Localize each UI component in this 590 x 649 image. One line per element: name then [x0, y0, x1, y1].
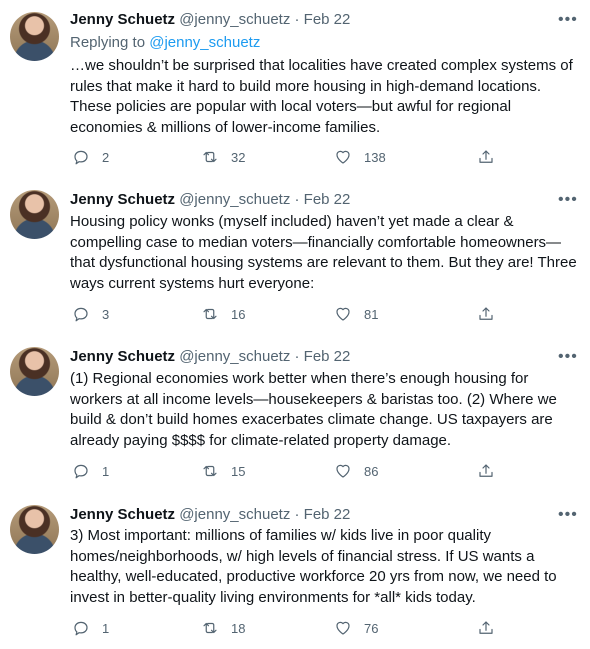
retweet-icon — [201, 462, 219, 480]
replying-to-handle[interactable]: @jenny_schuetz — [149, 34, 261, 51]
tweet-text: …we shouldn’t be surprised that localities have created complex systems of rules that make it hard to build more housing in high-demand locations. These policies are popular with local voters—but awful for regional economies & millions of lower-income families. — [70, 57, 573, 136]
like-icon — [334, 305, 352, 323]
like-button[interactable] — [334, 461, 378, 481]
share-icon — [477, 462, 495, 480]
avatar[interactable] — [10, 505, 59, 554]
retweet-icon — [201, 305, 219, 323]
avatar[interactable] — [10, 347, 59, 396]
separator: · — [294, 506, 300, 523]
share-button[interactable] — [477, 304, 495, 324]
like-button[interactable] — [334, 618, 378, 638]
separator: · — [294, 348, 300, 365]
reply-icon — [72, 305, 90, 323]
reply-button[interactable] — [72, 461, 109, 481]
like-button[interactable] — [334, 304, 378, 324]
like-icon — [334, 619, 352, 637]
tweet-date[interactable]: Feb 22 — [303, 506, 351, 523]
tweet-actions — [70, 304, 510, 324]
reply-count: 3 — [102, 306, 110, 322]
retweet-count: 16 — [231, 306, 246, 322]
author-name[interactable]: Jenny Schuetz — [70, 11, 176, 28]
tweet-text: 3) Most important: millions of families w/ kids live in poor quality homes/neighborhoods, w/ high levels of financial stress. If US wants a healthy, well-educated, productive workforce 20 yrs from now, we need to invest in better-quality living environments for *all* kids today. — [70, 527, 557, 606]
tweet-text: Housing policy wonks (myself included) haven’t yet made a clear & compelling case to median voters—financially comfortable homeowners—that dysfunctional housing systems are relevant to them. But they are! Three ways current systems hurt everyone: — [70, 213, 577, 292]
retweet-count: 32 — [231, 149, 246, 165]
like-count: 81 — [364, 306, 379, 322]
author-handle[interactable]: @jenny_schuetz — [179, 506, 291, 523]
like-icon — [334, 462, 352, 480]
tweet-date[interactable]: Feb 22 — [303, 348, 351, 365]
retweet-button[interactable] — [201, 304, 245, 324]
share-button[interactable] — [477, 618, 495, 638]
author-handle[interactable]: @jenny_schuetz — [179, 11, 291, 28]
share-button[interactable] — [477, 461, 495, 481]
share-icon — [477, 619, 495, 637]
retweet-button[interactable] — [201, 147, 245, 167]
replying-to — [70, 33, 260, 53]
retweet-button[interactable] — [201, 618, 245, 638]
reply-count: 1 — [102, 463, 110, 479]
reply-icon — [72, 462, 90, 480]
tweet-header — [70, 347, 350, 367]
more-icon[interactable]: ••• — [558, 11, 578, 28]
tweet-date[interactable]: Feb 22 — [303, 11, 351, 28]
separator: · — [294, 191, 300, 208]
author-handle[interactable]: @jenny_schuetz — [179, 348, 291, 365]
share-button[interactable] — [477, 147, 495, 167]
reply-button[interactable] — [72, 618, 109, 638]
share-icon — [477, 148, 495, 166]
tweet-header — [70, 190, 350, 210]
reply-button[interactable] — [72, 147, 109, 167]
more-icon[interactable]: ••• — [558, 191, 578, 208]
retweet-count: 18 — [231, 620, 246, 636]
author-name[interactable]: Jenny Schuetz — [70, 191, 176, 208]
tweet-text: (1) Regional economies work better when there’s enough housing for workers at all income levels—housekeepers & baristas too. (2) Where we build & don’t build homes exacerbates climate change. US taxpayers are already paying $$$$ for climate-related property damage. — [70, 370, 557, 449]
like-icon — [334, 148, 352, 166]
separator: · — [294, 11, 300, 28]
tweet-date[interactable]: Feb 22 — [303, 191, 351, 208]
reply-count: 2 — [102, 149, 110, 165]
tweet-actions — [70, 618, 510, 638]
tweet-header — [70, 505, 350, 525]
like-count: 76 — [364, 620, 379, 636]
retweet-button[interactable] — [201, 461, 245, 481]
like-count: 138 — [364, 149, 386, 165]
reply-button[interactable] — [72, 304, 109, 324]
reply-count: 1 — [102, 620, 110, 636]
tweet-actions — [70, 461, 510, 481]
avatar[interactable] — [10, 190, 59, 239]
retweet-icon — [201, 148, 219, 166]
reply-icon — [72, 148, 90, 166]
tweet-actions — [70, 147, 510, 167]
reply-icon — [72, 619, 90, 637]
like-count: 86 — [364, 463, 379, 479]
avatar[interactable] — [10, 12, 59, 61]
like-button[interactable] — [334, 147, 386, 167]
author-handle[interactable]: @jenny_schuetz — [179, 191, 291, 208]
author-name[interactable]: Jenny Schuetz — [70, 348, 176, 365]
more-icon[interactable]: ••• — [558, 506, 578, 523]
retweet-count: 15 — [231, 463, 246, 479]
replying-to-label: Replying to — [70, 34, 146, 51]
retweet-icon — [201, 619, 219, 637]
author-name[interactable]: Jenny Schuetz — [70, 506, 176, 523]
share-icon — [477, 305, 495, 323]
more-icon[interactable]: ••• — [558, 348, 578, 365]
tweet-header — [70, 10, 350, 30]
